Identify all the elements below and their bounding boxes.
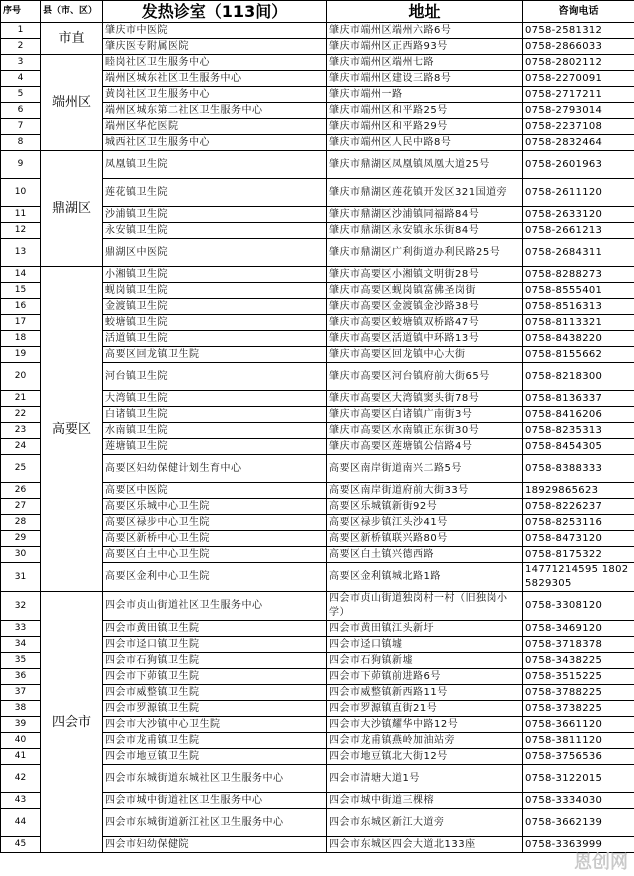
clinic-address: 高要区新桥镇联兴路80号 bbox=[327, 531, 523, 547]
clinic-address: 肇庆市高要区河台镇府前大街65号 bbox=[327, 363, 523, 391]
clinic-address: 肇庆市端州区建设三路8号 bbox=[327, 71, 523, 87]
clinic-name: 四会市下茆镇卫生院 bbox=[103, 669, 327, 685]
clinic-name: 四会市石狗镇卫生院 bbox=[103, 653, 327, 669]
clinic-name: 城西社区卫生服务中心 bbox=[103, 135, 327, 151]
clinic-name: 四会市地豆镇卫生院 bbox=[103, 749, 327, 765]
clinic-phone: 0758-8416206 bbox=[523, 407, 634, 423]
clinic-address: 肇庆市高要区大湾镇窦头街78号 bbox=[327, 391, 523, 407]
row-number: 36 bbox=[1, 669, 41, 685]
clinic-phone: 0758-8155662 bbox=[523, 347, 634, 363]
row-number: 16 bbox=[1, 299, 41, 315]
clinic-phone: 0758-8218300 bbox=[523, 363, 634, 391]
row-number: 29 bbox=[1, 531, 41, 547]
row-number: 25 bbox=[1, 455, 41, 483]
clinic-address: 肇庆市端州区和平路25号 bbox=[327, 103, 523, 119]
clinic-address: 高要区乐城镇新街92号 bbox=[327, 499, 523, 515]
clinic-name: 肇庆市中医院 bbox=[103, 23, 327, 39]
clinic-address: 四会市城中街道三棵榕 bbox=[327, 793, 523, 809]
clinic-address: 肇庆市端州区和平路29号 bbox=[327, 119, 523, 135]
clinic-name: 蛟塘镇卫生院 bbox=[103, 315, 327, 331]
row-number: 13 bbox=[1, 239, 41, 267]
clinic-phone: 0758-8516313 bbox=[523, 299, 634, 315]
clinic-name: 肇庆医专附属医院 bbox=[103, 39, 327, 55]
clinic-phone: 0758-8253116 bbox=[523, 515, 634, 531]
clinic-name: 四会市黄田镇卫生院 bbox=[103, 621, 327, 637]
row-number: 41 bbox=[1, 749, 41, 765]
clinic-address: 肇庆市鼎湖区永安镇永乐街84号 bbox=[327, 223, 523, 239]
clinic-phone: 0758-3122015 bbox=[523, 765, 634, 793]
row-number: 26 bbox=[1, 483, 41, 499]
row-number: 20 bbox=[1, 363, 41, 391]
clinic-phone: 0758-2802112 bbox=[523, 55, 634, 71]
clinic-phone: 0758-3363999 bbox=[523, 837, 634, 853]
clinic-address: 四会市威整镇新西路11号 bbox=[327, 685, 523, 701]
clinic-address: 高要区南岸街道南兴二路5号 bbox=[327, 455, 523, 483]
row-number: 23 bbox=[1, 423, 41, 439]
row-number: 6 bbox=[1, 103, 41, 119]
row-number: 4 bbox=[1, 71, 41, 87]
row-number: 5 bbox=[1, 87, 41, 103]
row-number: 40 bbox=[1, 733, 41, 749]
clinic-address: 四会市贞山街道独岗村一村（旧独岗小学） bbox=[327, 592, 523, 621]
clinic-phone: 0758-8175322 bbox=[523, 547, 634, 563]
county-name: 市直 bbox=[41, 23, 103, 55]
seq-header: 序号 bbox=[1, 1, 41, 23]
clinic-address: 肇庆市端州区端州七路 bbox=[327, 55, 523, 71]
row-number: 11 bbox=[1, 207, 41, 223]
clinic-name: 小湘镇卫生院 bbox=[103, 267, 327, 283]
row-number: 44 bbox=[1, 809, 41, 837]
clinic-address: 肇庆市高要区金渡镇金沙路38号 bbox=[327, 299, 523, 315]
clinic-address: 肇庆市鼎湖区广利街道办利民路25号 bbox=[327, 239, 523, 267]
clinic-phone: 0758-8226237 bbox=[523, 499, 634, 515]
row-number: 39 bbox=[1, 717, 41, 733]
clinic-address: 四会市清塘大道1号 bbox=[327, 765, 523, 793]
clinic-address: 高要区禄步镇江头沙41号 bbox=[327, 515, 523, 531]
row-number: 1 bbox=[1, 23, 41, 39]
row-number: 38 bbox=[1, 701, 41, 717]
clinic-name: 四会市东城街道东城社区卫生服务中心 bbox=[103, 765, 327, 793]
clinic-name: 永安镇卫生院 bbox=[103, 223, 327, 239]
clinic-address: 高要区白土镇兴德西路 bbox=[327, 547, 523, 563]
row-number: 8 bbox=[1, 135, 41, 151]
row-number: 31 bbox=[1, 563, 41, 592]
clinic-name: 金渡镇卫生院 bbox=[103, 299, 327, 315]
row-number: 34 bbox=[1, 637, 41, 653]
clinic-address: 肇庆市端州一路 bbox=[327, 87, 523, 103]
row-number: 37 bbox=[1, 685, 41, 701]
row-number: 3 bbox=[1, 55, 41, 71]
clinic-name: 莲花镇卫生院 bbox=[103, 179, 327, 207]
table-row bbox=[1, 267, 634, 283]
clinic-name: 凤凰镇卫生院 bbox=[103, 151, 327, 179]
clinic-phone: 0758-3469120 bbox=[523, 621, 634, 637]
clinic-name: 莲塘镇卫生院 bbox=[103, 439, 327, 455]
clinic-address: 高要区金利镇城北路1路 bbox=[327, 563, 523, 592]
clinic-phone: 0758-3662139 bbox=[523, 809, 634, 837]
row-number: 33 bbox=[1, 621, 41, 637]
row-number: 27 bbox=[1, 499, 41, 515]
clinic-name: 高要区金利中心卫生院 bbox=[103, 563, 327, 592]
clinic-phone: 0758-8113321 bbox=[523, 315, 634, 331]
clinic-phone: 0758-8454305 bbox=[523, 439, 634, 455]
county-name: 端州区 bbox=[41, 55, 103, 151]
clinic-phone: 0758-8438220 bbox=[523, 331, 634, 347]
clinic-name: 高要区新桥中心卫生院 bbox=[103, 531, 327, 547]
clinic-address: 肇庆市高要区回龙镇中心大街 bbox=[327, 347, 523, 363]
row-number: 35 bbox=[1, 653, 41, 669]
row-number: 45 bbox=[1, 837, 41, 853]
county-name: 鼎湖区 bbox=[41, 151, 103, 267]
clinic-name: 四会市贞山街道社区卫生服务中心 bbox=[103, 592, 327, 621]
county-name: 四会市 bbox=[41, 592, 103, 853]
clinic-address: 肇庆市高要区水南镇正东街30号 bbox=[327, 423, 523, 439]
clinic-name: 沙浦镇卫生院 bbox=[103, 207, 327, 223]
row-number: 19 bbox=[1, 347, 41, 363]
clinic-phone: 0758-8555401 bbox=[523, 283, 634, 299]
clinic-address: 肇庆市高要区蚬岗镇富佛圣岗街 bbox=[327, 283, 523, 299]
clinic-phone: 18929865623 bbox=[523, 483, 634, 499]
row-number: 2 bbox=[1, 39, 41, 55]
clinic-name: 高要区中医院 bbox=[103, 483, 327, 499]
clinic-phone: 0758-2270091 bbox=[523, 71, 634, 87]
clinic-name: 四会市大沙镇中心卫生院 bbox=[103, 717, 327, 733]
county-name: 高要区 bbox=[41, 267, 103, 592]
header-row bbox=[1, 1, 634, 23]
clinic-address: 肇庆市高要区小湘镇文明街28号 bbox=[327, 267, 523, 283]
row-number: 17 bbox=[1, 315, 41, 331]
row-number: 9 bbox=[1, 151, 41, 179]
clinic-address: 四会市黄田镇江头新圩 bbox=[327, 621, 523, 637]
clinic-name: 四会市龙甫镇卫生院 bbox=[103, 733, 327, 749]
clinic-name: 高要区白土中心卫生院 bbox=[103, 547, 327, 563]
clinic-phone: 0758-2661213 bbox=[523, 223, 634, 239]
clinic-name: 四会市东城街道新江社区卫生服务中心 bbox=[103, 809, 327, 837]
clinic-phone: 0758-2866033 bbox=[523, 39, 634, 55]
row-number: 30 bbox=[1, 547, 41, 563]
clinic-name: 高要区妇幼保健计划生育中心 bbox=[103, 455, 327, 483]
clinic-name: 四会市城中街道社区卫生服务中心 bbox=[103, 793, 327, 809]
clinic-name: 四会市迳口镇卫生院 bbox=[103, 637, 327, 653]
clinic-header: 发热诊室（113间） bbox=[103, 1, 327, 23]
clinic-phone: 0758-8473120 bbox=[523, 531, 634, 547]
clinic-phone: 0758-3788225 bbox=[523, 685, 634, 701]
clinic-address: 高要区南岸街道府前大街33号 bbox=[327, 483, 523, 499]
clinic-phone: 0758-8235313 bbox=[523, 423, 634, 439]
clinic-address: 肇庆市端州区人民中路8号 bbox=[327, 135, 523, 151]
clinic-phone: 0758-8136337 bbox=[523, 391, 634, 407]
clinic-phone: 0758-3811120 bbox=[523, 733, 634, 749]
clinic-name: 大湾镇卫生院 bbox=[103, 391, 327, 407]
clinic-phone: 0758-2633120 bbox=[523, 207, 634, 223]
clinic-phone: 0758-3738225 bbox=[523, 701, 634, 717]
table-row bbox=[1, 55, 634, 71]
clinic-phone: 0758-2832464 bbox=[523, 135, 634, 151]
row-number: 12 bbox=[1, 223, 41, 239]
clinic-name: 高要区乐城中心卫生院 bbox=[103, 499, 327, 515]
clinic-name: 黄岗社区卫生服务中心 bbox=[103, 87, 327, 103]
clinic-address: 肇庆市鼎湖区莲花镇开发区321国道旁 bbox=[327, 179, 523, 207]
clinic-phone: 0758-2601963 bbox=[523, 151, 634, 179]
clinic-name: 蚬岗镇卫生院 bbox=[103, 283, 327, 299]
clinic-name: 四会市妇幼保健院 bbox=[103, 837, 327, 853]
clinic-name: 四会市威整镇卫生院 bbox=[103, 685, 327, 701]
row-number: 14 bbox=[1, 267, 41, 283]
clinic-name: 高要区回龙镇卫生院 bbox=[103, 347, 327, 363]
row-number: 24 bbox=[1, 439, 41, 455]
clinic-address: 四会市地豆镇北大街12号 bbox=[327, 749, 523, 765]
clinic-phone: 0758-2793014 bbox=[523, 103, 634, 119]
row-number: 22 bbox=[1, 407, 41, 423]
table-row bbox=[1, 592, 634, 621]
clinic-address: 四会市东城区四会大道北133座 bbox=[327, 837, 523, 853]
watermark-logo: 恩创网 bbox=[574, 852, 628, 873]
clinic-phone: 14771214595 18025829305 bbox=[523, 563, 634, 592]
clinic-name: 四会市罗源镇卫生院 bbox=[103, 701, 327, 717]
table-row bbox=[1, 23, 634, 39]
clinic-phone: 0758-2684311 bbox=[523, 239, 634, 267]
table-body bbox=[1, 23, 634, 853]
clinic-address: 四会市龙甫镇燕岭加油站旁 bbox=[327, 733, 523, 749]
clinic-phone: 0758-2717211 bbox=[523, 87, 634, 103]
clinic-address: 肇庆市高要区白诸镇广南街3号 bbox=[327, 407, 523, 423]
row-number: 28 bbox=[1, 515, 41, 531]
row-number: 21 bbox=[1, 391, 41, 407]
clinic-phone: 0758-2581312 bbox=[523, 23, 634, 39]
county-header: 县（市、区） bbox=[41, 1, 103, 23]
clinic-name: 睦岗社区卫生服务中心 bbox=[103, 55, 327, 71]
clinic-address: 四会市罗源镇直街21号 bbox=[327, 701, 523, 717]
clinic-phone: 0758-3438225 bbox=[523, 653, 634, 669]
phone-header: 咨询电话 bbox=[523, 1, 634, 23]
clinic-address: 四会市石狗镇新墟 bbox=[327, 653, 523, 669]
row-number: 15 bbox=[1, 283, 41, 299]
clinic-address: 肇庆市鼎湖区沙浦镇同福路84号 bbox=[327, 207, 523, 223]
clinic-phone: 0758-3661120 bbox=[523, 717, 634, 733]
clinic-address: 肇庆市高要区蛟塘镇双桥路47号 bbox=[327, 315, 523, 331]
clinic-name: 端州区城东第二社区卫生服务中心 bbox=[103, 103, 327, 119]
clinic-name: 活道镇卫生院 bbox=[103, 331, 327, 347]
clinic-address: 肇庆市端州区端州六路6号 bbox=[327, 23, 523, 39]
row-number: 42 bbox=[1, 765, 41, 793]
clinic-name: 白诸镇卫生院 bbox=[103, 407, 327, 423]
clinic-name: 端州区华佗医院 bbox=[103, 119, 327, 135]
clinic-name: 高要区禄步中心卫生院 bbox=[103, 515, 327, 531]
clinic-name: 河台镇卫生院 bbox=[103, 363, 327, 391]
clinic-phone: 0758-3756536 bbox=[523, 749, 634, 765]
clinic-address: 肇庆市高要区莲塘镇公信路4号 bbox=[327, 439, 523, 455]
clinic-phone: 0758-8388333 bbox=[523, 455, 634, 483]
clinic-name: 端州区城东社区卫生服务中心 bbox=[103, 71, 327, 87]
clinic-phone: 0758-3308120 bbox=[523, 592, 634, 621]
row-number: 43 bbox=[1, 793, 41, 809]
row-number: 10 bbox=[1, 179, 41, 207]
clinic-phone: 0758-3515225 bbox=[523, 669, 634, 685]
clinic-phone: 0758-8288273 bbox=[523, 267, 634, 283]
clinic-address: 四会市迳口镇墟 bbox=[327, 637, 523, 653]
clinic-address: 肇庆市高要区活道镇中环路13号 bbox=[327, 331, 523, 347]
clinic-phone: 0758-3718378 bbox=[523, 637, 634, 653]
clinic-name: 鼎湖区中医院 bbox=[103, 239, 327, 267]
row-number: 18 bbox=[1, 331, 41, 347]
row-number: 32 bbox=[1, 592, 41, 621]
clinic-phone: 0758-2237108 bbox=[523, 119, 634, 135]
clinic-name: 水南镇卫生院 bbox=[103, 423, 327, 439]
clinic-phone: 0758-3334030 bbox=[523, 793, 634, 809]
clinic-address: 肇庆市鼎湖区凤凰镇凤凰大道25号 bbox=[327, 151, 523, 179]
clinic-phone: 0758-2611120 bbox=[523, 179, 634, 207]
clinic-address: 肇庆市端州区正西路93号 bbox=[327, 39, 523, 55]
row-number: 7 bbox=[1, 119, 41, 135]
address-header: 地址 bbox=[327, 1, 523, 23]
clinic-address: 四会市大沙镇耀华中路12号 bbox=[327, 717, 523, 733]
clinic-address: 四会市东城区新江大道旁 bbox=[327, 809, 523, 837]
clinic-address: 四会市下茆镇前进路6号 bbox=[327, 669, 523, 685]
table-row bbox=[1, 151, 634, 179]
